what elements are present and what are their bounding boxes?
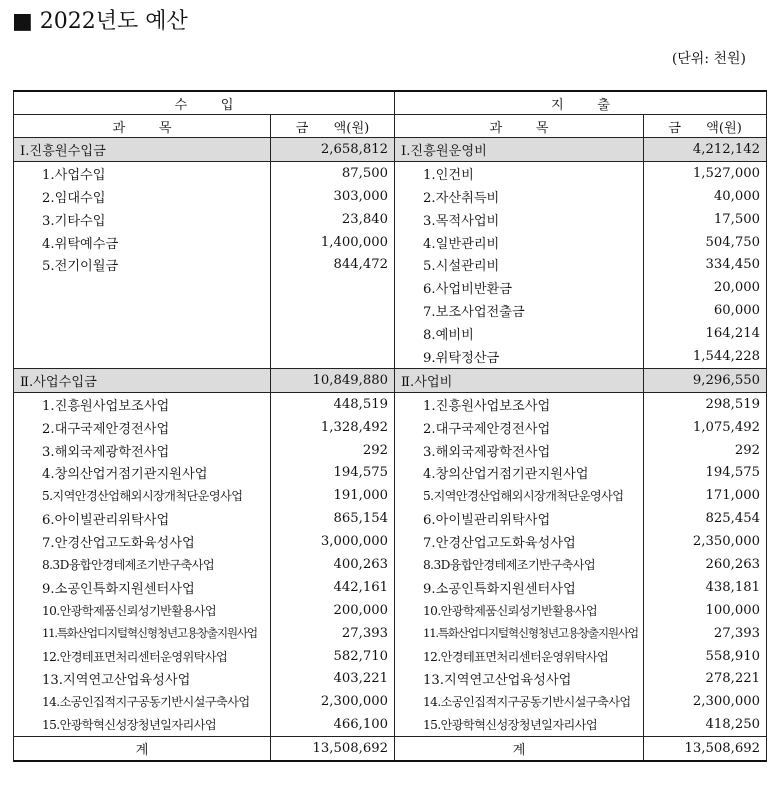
expense-section-1-amount: 4,212,142 [644,138,767,162]
expense-item-amount: 194,575 [644,461,767,484]
expense-item-label: 8.예비비 [395,322,644,345]
income-header: 수 입 [14,91,395,115]
unit-note: (단위: 천원) [671,51,746,67]
total-row [14,737,767,761]
table-row [14,185,767,208]
expense-item-amount: 260,263 [644,553,767,576]
income-item-label: 12.안경테표면처리센터운영위탁사업 [14,645,271,668]
income-item-amount: 23,840 [271,208,395,231]
income-item-amount: 865,154 [271,507,395,530]
table-row [14,690,767,713]
income-item-label: 11.특화산업디지털혁신형청년고용창출지원사업 [14,622,271,645]
expense-item-amount: 1,527,000 [644,161,767,184]
income-item-label: 6.아이빌관리위탁사업 [14,507,271,530]
income-amount-empty [271,322,395,345]
income-item-amount: 194,575 [271,461,395,484]
expense-item-amount: 418,250 [644,713,767,736]
income-item-amount: 191,000 [271,484,395,507]
income-item-amount: 1,328,492 [271,416,395,439]
expense-total-amount: 13,508,692 [644,737,767,761]
table-row [14,276,767,299]
section-row-2 [14,368,767,392]
table-row [14,322,767,345]
income-item-amount: 200,000 [271,599,395,622]
income-item-amount: 2,300,000 [271,690,395,713]
table-row [14,622,767,645]
table-row [14,461,767,484]
expense-item-amount: 2,300,000 [644,690,767,713]
section-row-1 [14,138,767,162]
income-item-label: 3.기타수입 [14,208,271,231]
expense-item-amount: 504,750 [644,231,767,254]
budget-table [13,90,767,762]
expense-subject-header: 과 목 [395,115,644,138]
income-item-amount: 3,000,000 [271,530,395,553]
table-column-header-row [14,115,767,138]
table-row [14,530,767,553]
income-total-label: 계 [14,737,271,761]
expense-amount-header: 금 액(원) [644,115,767,138]
expense-section-1-label: Ⅰ.진흥원운영비 [395,138,644,162]
expense-item-label: 1.진흥원사업보조사업 [395,392,644,415]
expense-section-2-amount: 9,296,550 [644,368,767,392]
income-item-empty [14,276,271,299]
expense-item-label: 1.인건비 [395,161,644,184]
expense-item-label: 9.소공인특화지원센터사업 [395,576,644,599]
income-item-empty [14,345,271,368]
expense-item-label: 6.사업비반환금 [395,276,644,299]
expense-item-amount: 298,519 [644,392,767,415]
expense-item-label: 8.3D융합안경테제조기반구축사업 [395,553,644,576]
table-row [14,299,767,322]
expense-item-amount: 1,544,228 [644,345,767,368]
expense-item-label: 12.안경테표면처리센터운영위탁사업 [395,645,644,668]
expense-item-amount: 438,181 [644,576,767,599]
expense-total-label: 계 [395,737,644,761]
income-total-amount: 13,508,692 [271,737,395,761]
expense-item-amount: 825,454 [644,507,767,530]
income-item-label: 2.대구국제안경전사업 [14,416,271,439]
expense-item-label: 4.일반관리비 [395,231,644,254]
income-item-amount: 448,519 [271,392,395,415]
table-row [14,553,767,576]
table-row [14,416,767,439]
income-amount-empty [271,299,395,322]
income-amount-empty [271,276,395,299]
expense-item-label: 4.창의산업거점기관지원사업 [395,461,644,484]
page-title: ■ 2022년도 예산 [12,9,188,34]
expense-item-amount: 40,000 [644,185,767,208]
income-item-label: 3.해외국제광학전사업 [14,439,271,462]
table-row [14,713,767,736]
expense-section-2-label: Ⅱ.사업비 [395,368,644,392]
expense-item-label: 2.자산취득비 [395,185,644,208]
expense-item-label: 14.소공인집적지구공동기반시설구축사업 [395,690,644,713]
expense-item-amount: 20,000 [644,276,767,299]
expense-header: 지 출 [395,91,767,115]
income-item-label: 7.안경산업고도화육성사업 [14,530,271,553]
income-item-amount: 582,710 [271,645,395,668]
expense-item-amount: 60,000 [644,299,767,322]
expense-item-label: 7.보조사업전출금 [395,299,644,322]
income-item-amount: 27,393 [271,622,395,645]
table-row [14,253,767,276]
expense-item-label: 7.안경산업고도화육성사업 [395,530,644,553]
table-row [14,439,767,462]
income-item-label: 13.지역연고산업육성사업 [14,667,271,690]
expense-item-label: 11.특화산업디지털혁신형청년고용창출지원사업 [395,622,644,645]
expense-item-label: 6.아이빌관리위탁사업 [395,507,644,530]
income-item-label: 14.소공인집적지구공동기반시설구축사업 [14,690,271,713]
income-item-label: 2.임대수입 [14,185,271,208]
table-row [14,667,767,690]
table-row [14,345,767,368]
table-row [14,507,767,530]
table-group-header-row [14,91,767,115]
income-item-label: 4.위탁예수금 [14,231,271,254]
income-item-label: 15.안광학혁신성장청년일자리사업 [14,713,271,736]
income-item-empty [14,322,271,345]
income-item-amount: 466,100 [271,713,395,736]
expense-item-label: 9.위탁정산금 [395,345,644,368]
income-item-label: 8.3D융합안경테제조기반구축사업 [14,553,271,576]
income-amount-header: 금 액(원) [271,115,395,138]
expense-item-label: 13.지역연고산업육성사업 [395,667,644,690]
income-item-label: 9.소공인특화지원센터사업 [14,576,271,599]
income-item-amount: 400,263 [271,553,395,576]
income-item-label: 5.지역안경산업해외시장개척단운영사업 [14,484,271,507]
income-item-amount: 844,472 [271,253,395,276]
income-section-2-amount: 10,849,880 [271,368,395,392]
income-item-label: 4.창의산업거점기관지원사업 [14,461,271,484]
table-row [14,484,767,507]
expense-item-label: 3.목적사업비 [395,208,644,231]
income-section-1-label: Ⅰ.진흥원수입금 [14,138,271,162]
expense-item-amount: 100,000 [644,599,767,622]
income-item-amount: 442,161 [271,576,395,599]
expense-item-amount: 27,393 [644,622,767,645]
income-item-label: 1.진흥원사업보조사업 [14,392,271,415]
expense-item-amount: 2,350,000 [644,530,767,553]
income-item-label: 10.안광학제품신뢰성기반활용사업 [14,599,271,622]
income-item-empty [14,299,271,322]
income-item-amount: 87,500 [271,161,395,184]
income-section-2-label: Ⅱ.사업수입금 [14,368,271,392]
income-item-label: 5.전기이월금 [14,253,271,276]
income-item-amount: 403,221 [271,667,395,690]
expense-item-amount: 334,450 [644,253,767,276]
expense-item-amount: 17,500 [644,208,767,231]
table-row [14,392,767,415]
expense-item-label: 5.시설관리비 [395,253,644,276]
table-row [14,208,767,231]
expense-item-label: 2.대구국제안경전사업 [395,416,644,439]
income-section-1-amount: 2,658,812 [271,138,395,162]
expense-item-amount: 292 [644,439,767,462]
income-item-label: 1.사업수입 [14,161,271,184]
expense-item-amount: 278,221 [644,667,767,690]
income-item-amount: 1,400,000 [271,231,395,254]
expense-item-amount: 171,000 [644,484,767,507]
table-row [14,231,767,254]
table-row [14,161,767,184]
table-row [14,576,767,599]
expense-item-label: 3.해외국제광학전사업 [395,439,644,462]
income-item-amount: 292 [271,439,395,462]
income-item-amount: 303,000 [271,185,395,208]
expense-item-label: 10.안광학제품신뢰성기반활용사업 [395,599,644,622]
expense-item-amount: 164,214 [644,322,767,345]
expense-item-label: 15.안광학혁신성장청년일자리사업 [395,713,644,736]
income-amount-empty [271,345,395,368]
income-subject-header: 과 목 [14,115,271,138]
table-row [14,599,767,622]
expense-item-amount: 558,910 [644,645,767,668]
expense-item-amount: 1,075,492 [644,416,767,439]
expense-item-label: 5.지역안경산업해외시장개척단운영사업 [395,484,644,507]
table-row [14,645,767,668]
